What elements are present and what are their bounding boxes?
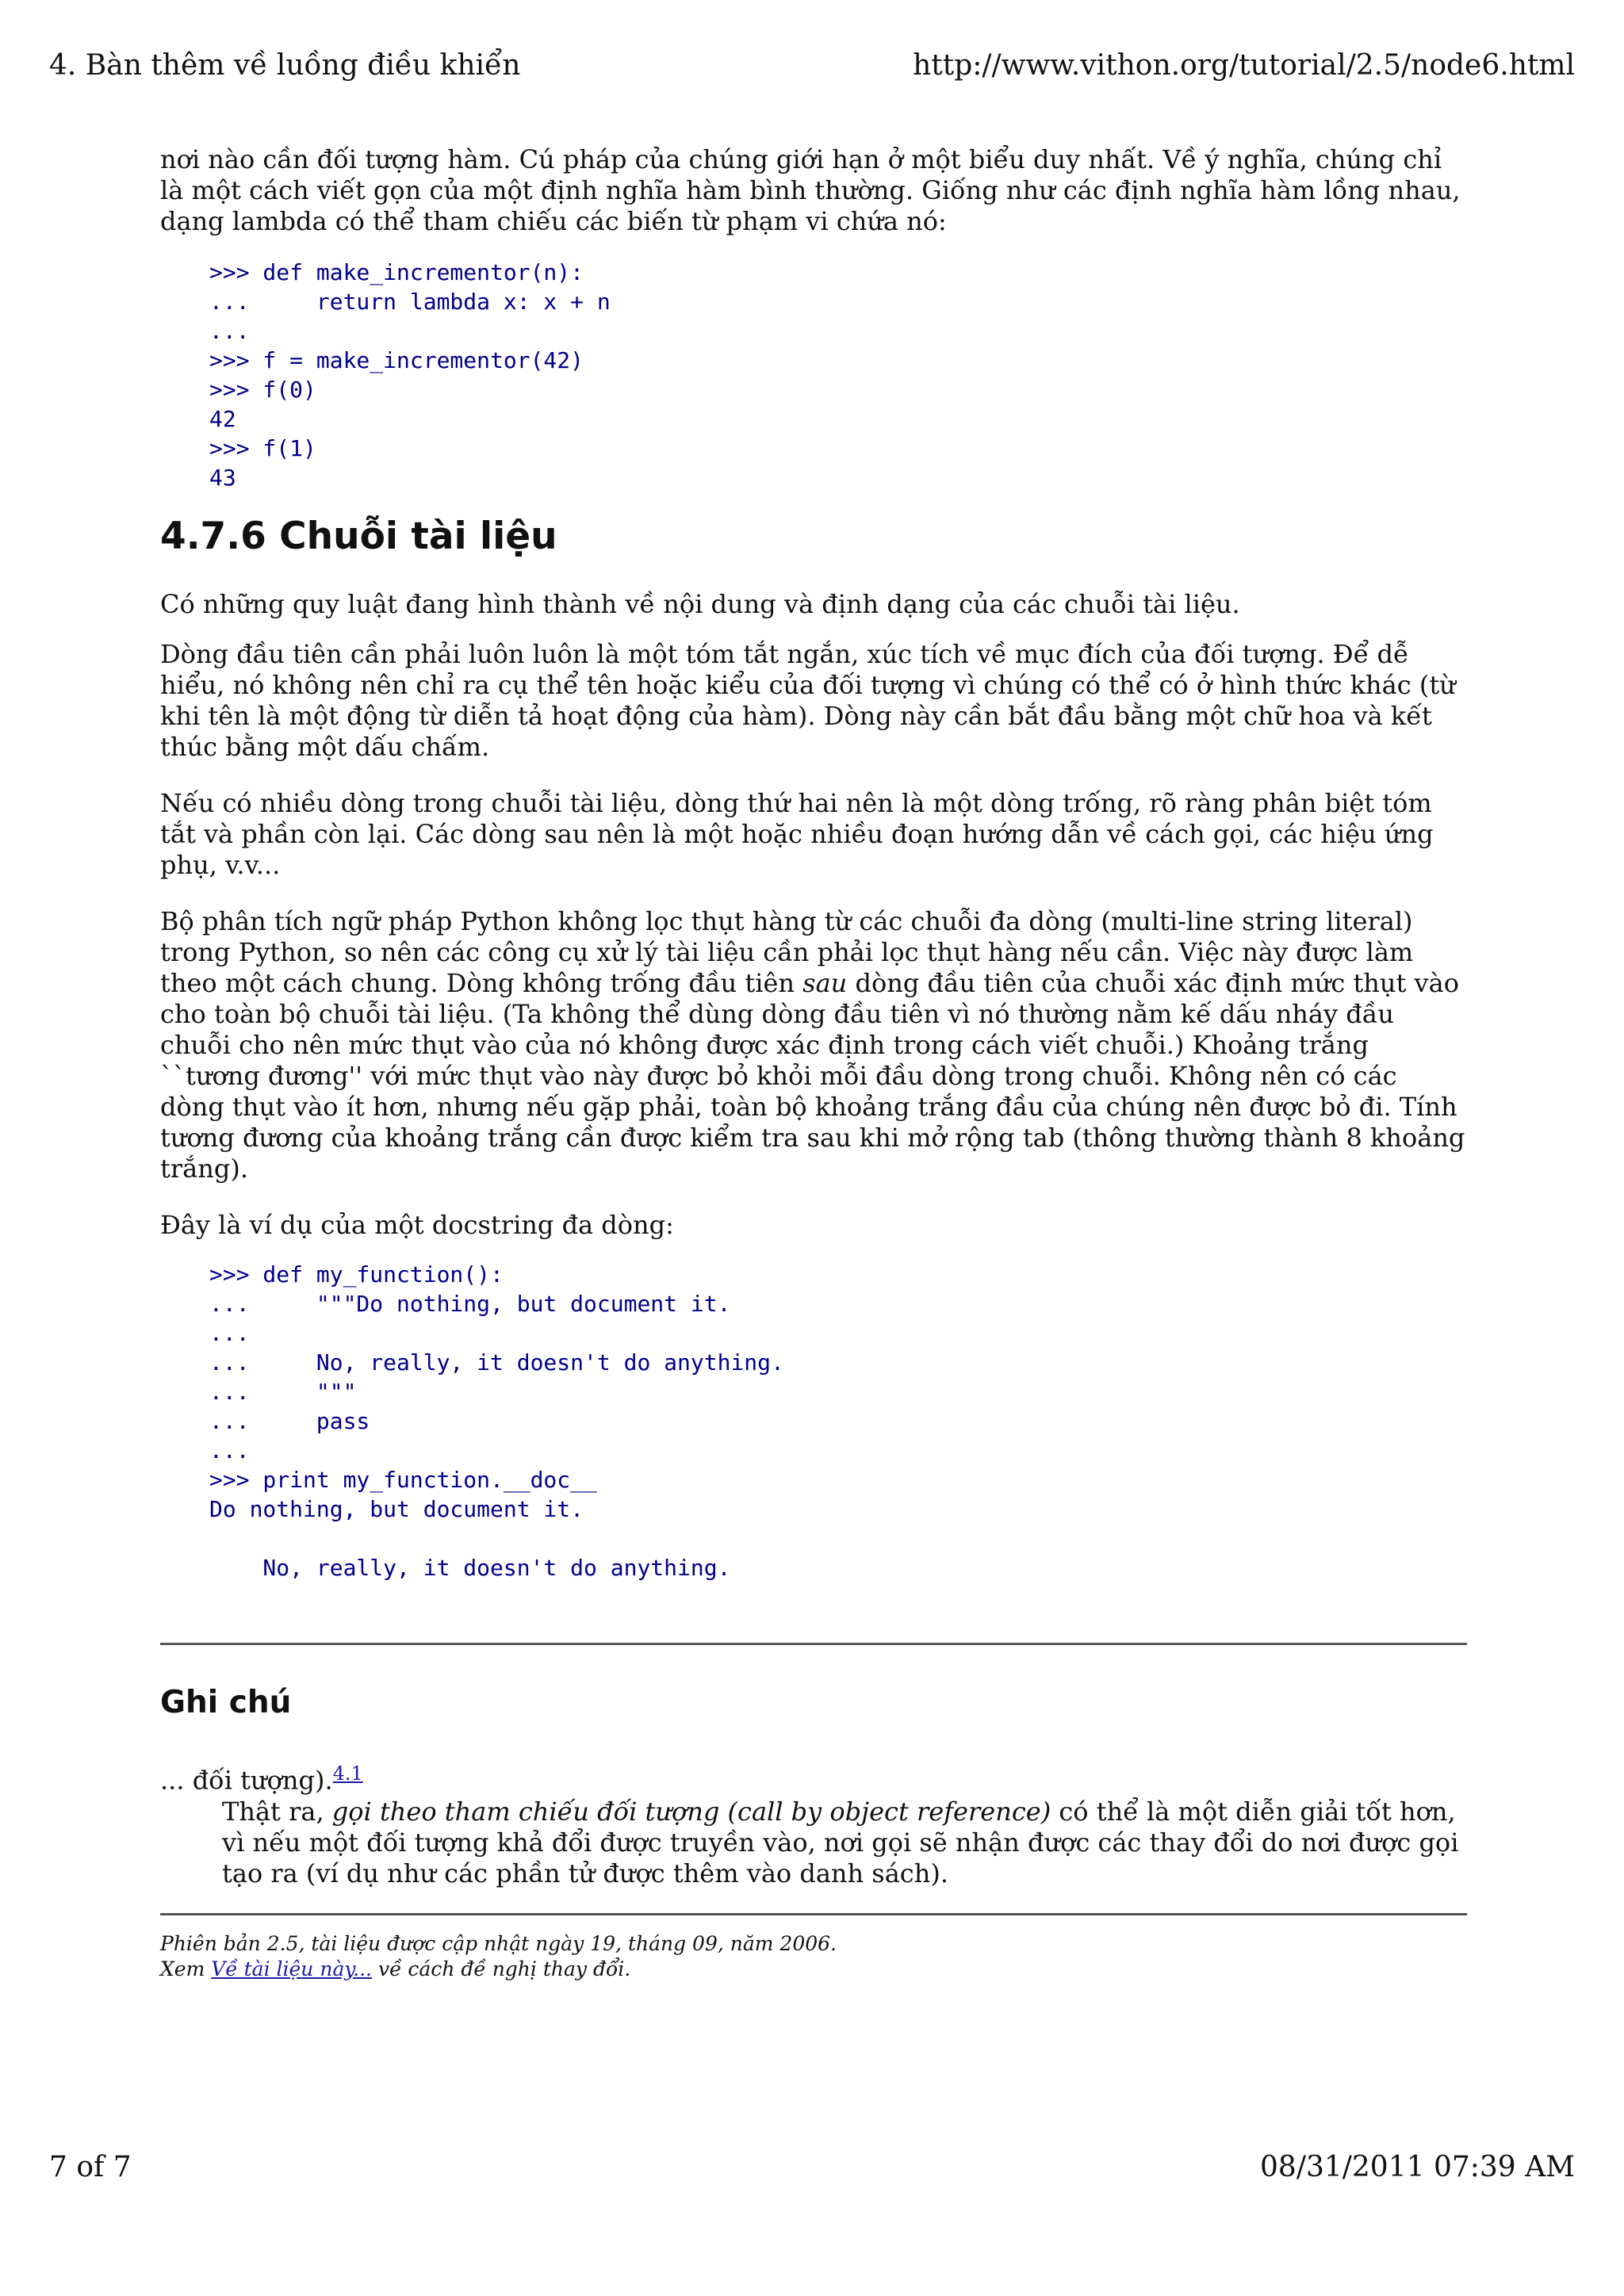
about-doc-link[interactable]: Về tài liệu này... — [211, 1957, 373, 1980]
paragraph-1: Có những quy luật đang hình thành về nội dung và định dạng của các chuỗi tài liệu. — [160, 589, 1240, 619]
print-header-url: http://www.vithon.org/tutorial/2.5/node6.html — [913, 49, 1575, 82]
footnote-definition — [222, 1797, 1467, 1889]
paragraph-4 — [160, 906, 1467, 1184]
paragraph-4-part-1: Bộ phân tích ngữ pháp Python không lọc thụt hàng từ các chuỗi đa dòng (multi-line string literal) trong Python, so nên các công cụ xử lý tài liệu cần phải lọc thụt hàng nếu cần. Việc này được làm theo một cách chung. Dòng không trống đầu tiên — [160, 906, 1414, 998]
paragraph-2: Dòng đầu tiên cần phải luôn luôn là một tóm tắt ngắn, xúc tích về mục đích của đối tượng. Để dễ hiểu, nó không nên chỉ ra cụ thể tên hoặc kiểu của đối tượng vì chúng có thể có ở hình thức khác (từ khi tên là một động từ diễn tả hoạt động của hàm). Dòng này cần bắt đầu bằng một chữ hoa và kết thúc bằng một dấu chấm. — [160, 639, 1456, 762]
see-about-line — [160, 1957, 1467, 1982]
paragraph-3: Nếu có nhiều dòng trong chuỗi tài liệu, dòng thứ hai nên là một dòng trống, rõ ràng phân biệt tóm tắt và phần còn lại. Các dòng sau nên là một hoặc nhiều đoạn hướng dẫn về cách gọi, các hiệu ứng phụ, v.v... — [160, 788, 1434, 880]
intro-paragraph: nơi nào cần đối tượng hàm. Cú pháp của chúng giới hạn ở một biểu duy nhất. Về ý nghĩa, chúng chỉ là một cách viết gọn của một định nghĩa hàm bình thường. Giống như các định nghĩa hàm lồng nhau, dạng lambda có thể tham chiếu các biến từ phạm vi chứa nó: — [160, 144, 1461, 236]
see-suffix: về cách đề nghị thay đổi. — [372, 1957, 631, 1980]
see-prefix: Xem — [160, 1957, 212, 1980]
footnote-def-part-1: Thật ra, — [222, 1796, 332, 1827]
paragraph-4-part-2: dòng đầu tiên của chuỗi xác định mức thụt vào cho toàn bộ chuỗi tài liệu. (Ta không thể dùng dòng đầu tiên vì nó thường nằm kế dấu nháy đầu chuỗi cho nên mức thụt vào của nó không được xác định trong cách viết chuỗi.) Khoảng trắng ``tương đương'' với mức thụt vào này được bỏ khỏi mỗi đầu dòng trong chuỗi. Không nên có các dòng thụt vào ít hơn, nhưng nếu gặp phải, toàn bộ khoảng trắng đầu của chúng nên được bỏ đi. Tính tương đương của khoảng trắng cần được kiểm tra sau khi mở rộng tab (thông thường thành 8 khoảng trắng). — [160, 968, 1465, 1184]
document-meta — [160, 1931, 1467, 1982]
footnote-ref — [333, 1761, 363, 1785]
code-example-docstring: >>> def my_function(): ... """Do nothing, but document it. ... ... No, really, it doesn't do anything. ... """ ... pass ... >>> print my_function.__doc__ Do nothing, but document it. No, really, it doesn't do anything. — [209, 1261, 784, 1581]
divider-top — [160, 1643, 1467, 1645]
print-footer — [49, 2151, 1575, 2183]
footnote-def-part-2: có thể là một diễn giải tốt hơn, vì nếu một đối tượng khả đổi được truyền vào, nơi gọi sẽ nhận được các thay đổi do nơi được gọi tạo ra (ví dụ như các phần tử được thêm vào danh sách). — [222, 1796, 1459, 1888]
code-example-lambda: >>> def make_incrementor(n): ... return lambda x: x + n ... >>> f = make_incrementor(42) >>> f(0) 42 >>> f(1) 43 — [209, 259, 611, 491]
print-datetime: 08/31/2011 07:39 AM — [1260, 2151, 1575, 2183]
divider-bottom — [160, 1913, 1467, 1915]
print-header-title: 4. Bàn thêm về luồng điều khiển — [49, 49, 521, 82]
paragraph-5: Đây là ví dụ của một docstring đa dòng: — [160, 1210, 674, 1240]
page-number: 7 of 7 — [49, 2151, 132, 2183]
footnote-ref-link[interactable]: 4.1 — [332, 1762, 363, 1785]
section-title: 4.7.6 Chuỗi tài liệu — [160, 515, 557, 558]
footnote-term — [160, 1758, 1467, 1797]
document-body — [160, 144, 1467, 1982]
paragraph-4-emphasis: sau — [802, 968, 848, 998]
print-header — [49, 49, 1575, 82]
notes-heading: Ghi chú — [160, 1685, 292, 1720]
footnote-def-emphasis: gọi theo tham chiếu đối tượng (call by object reference) — [331, 1796, 1051, 1827]
version-line: Phiên bản 2.5, tài liệu được cập nhật ngày 19, tháng 09, năm 2006. — [160, 1931, 837, 1955]
footnote-term-text: ... đối tượng). — [160, 1765, 333, 1796]
